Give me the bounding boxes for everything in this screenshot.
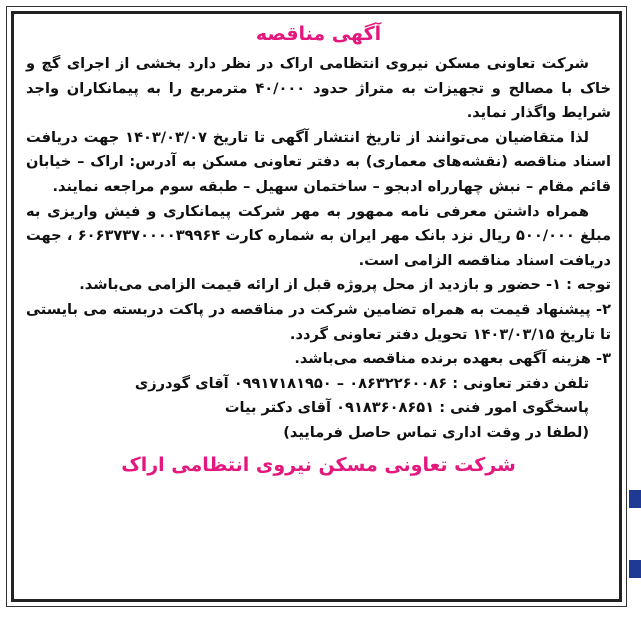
note-cost: ۳- هزینه آگهی بعهده برنده مناقصه می‌باشد. — [294, 350, 611, 368]
paragraph-documents: لذا متقاضیان می‌توانند از تاریخ انتشار آگهی تا تاریخ ۱۴۰۳/۰۳/۰۷ جهت دریافت اسناد مناقصه (نقشه‌های معماری) به دفتر تعاونی مسکن به آدرس: اراک – خیابان قائم مقام – نبش چهارراه ادبجو – ساختمان سهیل – طبقه سوم مراجعه نمایند. — [26, 128, 611, 195]
paragraph-intro: شرکت تعاونی مسکن نیروی انتظامی اراک در نظر دارد بخشی از اجرای گچ و خاک با مصالح و تجهیزات به متراژ حدود ۴۰/۰۰۰ مترمربع را به پیمانکاران واجد شرایط واگذار نماید. — [26, 55, 611, 122]
paragraph-payment: همراه داشتن معرفی نامه ممهور به مهر شرکت پیمانکاری و فیش واریزی به مبلغ ۵۰۰/۰۰۰ ریال نزد بانک مهر ایران به شماره کارت ۶۰۶۳۷۳۷۰۰۰۰۳۹۹۶۴ ، جهت دریافت اسناد مناقصه الزامی است. — [26, 202, 611, 269]
note-proposal: ۲- پیشنهاد قیمت به همراه تضامین شرکت در مناقصه در پاکت دربسته می بایستی تا تاریخ ۱۴۰۳/۰۳/۱۵ تحویل دفتر تعاونی گردد. — [26, 300, 611, 343]
notice-body — [26, 22, 611, 478]
edge-mark-upper — [629, 490, 641, 508]
company-signature: شرکت تعاونی مسکن نیروی انتظامی اراک — [121, 453, 516, 476]
contact-office-phone: تلفن دفتر تعاونی : ۰۸۶۳۲۲۶۰۰۸۶ – ۰۹۹۱۷۱۸۱۹۵۰ آقای گودرزی — [134, 374, 589, 392]
note-visit: توجه : ۱- حضور و بازدید از محل پروژه قبل از ارائه قیمت الزامی می‌باشد. — [79, 276, 611, 294]
contact-hours: (لطفا در وقت اداری تماس حاصل فرمایید) — [283, 423, 589, 441]
contact-technical: پاسخگوی امور فنی : ۰۹۱۸۳۶۰۸۶۵۱ آقای دکتر بیات — [224, 399, 589, 417]
edge-mark-lower — [629, 560, 641, 578]
notice-title: آگهی مناقصه — [255, 23, 382, 45]
page-edge — [627, 0, 641, 617]
